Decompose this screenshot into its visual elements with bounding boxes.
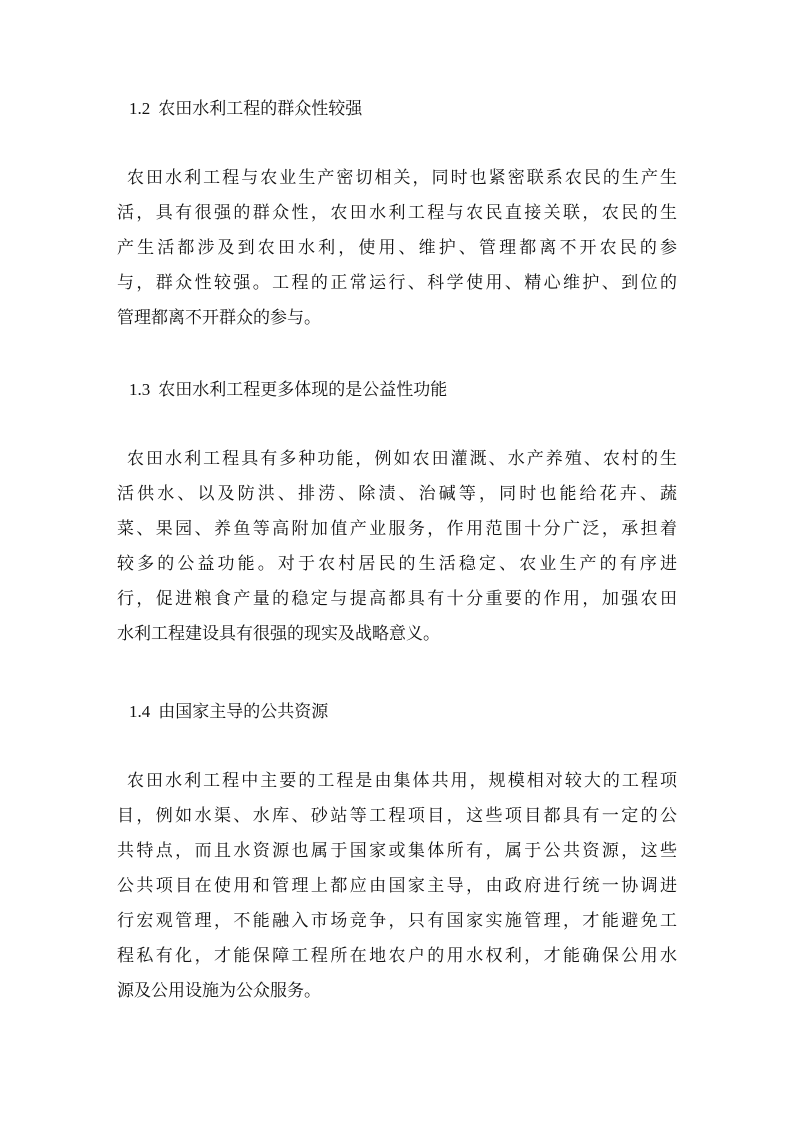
paragraph-line: 水利工程建设具有很强的现实及战略意义。 — [117, 624, 440, 644]
section-title: 农田水利工程的群众性较强 — [158, 99, 363, 119]
section-title: 由国家主导的公共资源 — [158, 702, 329, 722]
section-number: 1.3 — [129, 380, 151, 399]
section-heading-1-4 — [129, 700, 328, 724]
paragraph-line: 菜、果园、养鱼等高附加值产业服务，作用范围十分广泛，承担着 — [117, 519, 677, 539]
section-heading-1-3 — [129, 378, 447, 402]
paragraph-line: 行，促进粮食产量的稳定与提高都具有十分重要的作用，加强农田 — [117, 589, 677, 609]
paragraph-line: 活，具有很强的群众性，农田水利工程与农民直接关联，农民的生 — [117, 203, 677, 223]
section-heading-1-2 — [129, 97, 362, 121]
paragraph-line: 源及公用设施为公众服务。 — [117, 981, 321, 1001]
paragraph-line: 目，例如水渠、水库、砂站等工程项目，这些项目都具有一定的公 — [117, 806, 677, 826]
paragraph-line: 农田水利工程中主要的工程是由集体共用，规模相对较大的工程项 — [127, 771, 677, 791]
paragraph-line: 程私有化，才能保障工程所在地农户的用水权利，才能确保公用水 — [117, 946, 677, 966]
paragraph-line: 公共项目在使用和管理上都应由国家主导，由政府进行统一协调进 — [117, 876, 677, 896]
section-number: 1.4 — [129, 702, 151, 721]
paragraph-line: 较多的公益功能。对于农村居民的生活稳定、农业生产的有序进 — [117, 554, 677, 574]
section-title: 农田水利工程更多体现的是公益性功能 — [158, 380, 448, 400]
section-paragraph-1-3 — [117, 442, 677, 652]
paragraph-line: 农田水利工程与农业生产密切相关，同时也紧密联系农民的生产生 — [127, 168, 677, 188]
paragraph-line: 活供水、以及防洪、排涝、除渍、治碱等，同时也能给花卉、蔬 — [117, 484, 677, 504]
paragraph-line: 共特点，而且水资源也属于国家或集体所有，属于公共资源，这些 — [117, 841, 677, 861]
paragraph-line: 管理都离不开群众的参与。 — [117, 308, 321, 328]
section-paragraph-1-2 — [117, 161, 677, 336]
paragraph-line: 产生活都涉及到农田水利，使用、维护、管理都离不开农民的参 — [117, 238, 677, 258]
section-number: 1.2 — [129, 99, 151, 118]
section-paragraph-1-4 — [117, 764, 677, 1009]
paragraph-line: 农田水利工程具有多种功能，例如农田灌溉、水产养殖、农村的生 — [127, 449, 677, 469]
paragraph-line: 行宏观管理，不能融入市场竞争，只有国家实施管理，才能避免工 — [117, 911, 677, 931]
paragraph-line: 与，群众性较强。工程的正常运行、科学使用、精心维护、到位的 — [117, 273, 677, 293]
